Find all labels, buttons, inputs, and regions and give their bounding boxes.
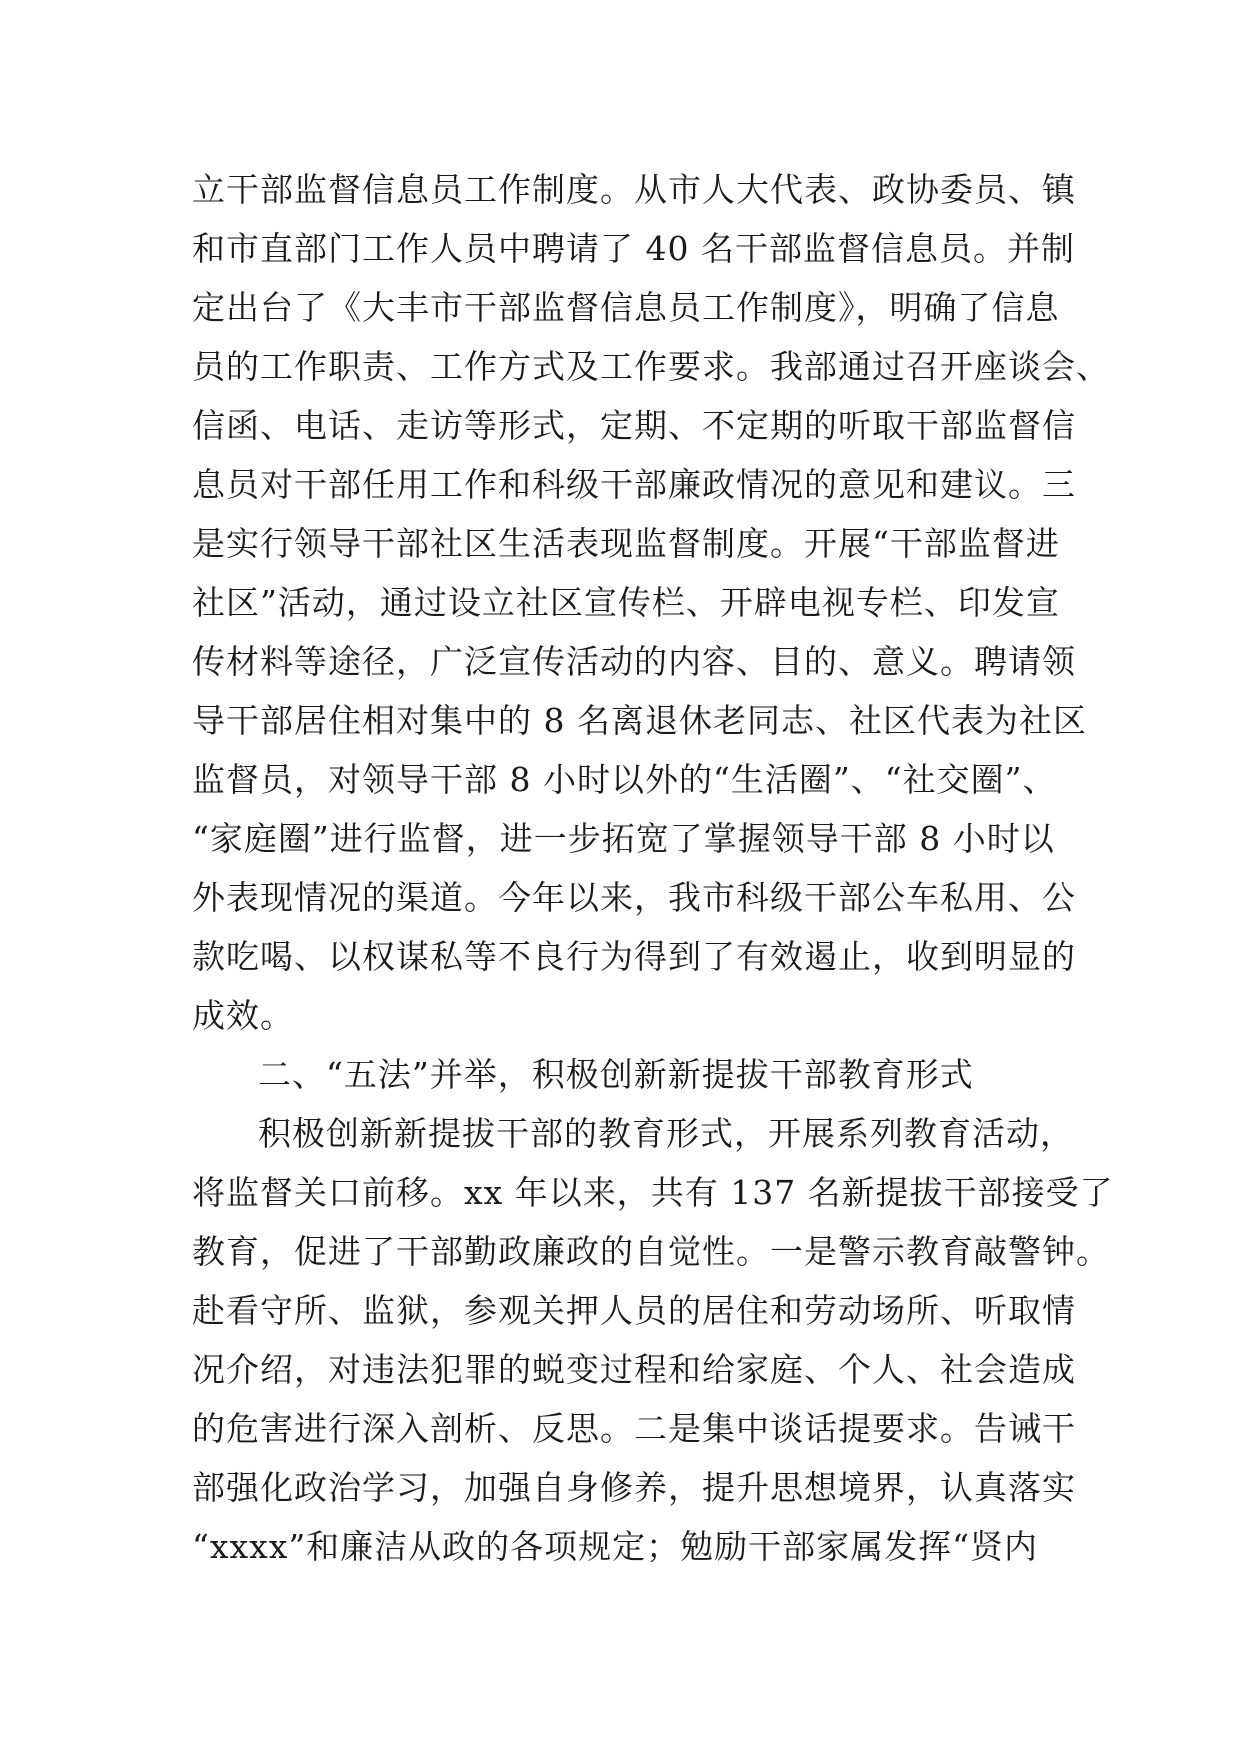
body-line: 息员对干部任用工作和科级干部廉政情况的意见和建议。三 bbox=[192, 465, 1076, 504]
section-heading: 二、“五法”并举，积极创新新提拔干部教育形式 bbox=[258, 1055, 974, 1094]
body-line: 是实行领导干部社区生活表现监督制度。开展“干部监督进 bbox=[192, 524, 1060, 563]
body-line: 赴看守所、监狱，参观关押人员的居住和劳动场所、听取情 bbox=[192, 1291, 1076, 1330]
paragraph-first-line: 积极创新新提拔干部的教育形式，开展系列教育活动， bbox=[258, 1114, 1074, 1153]
body-line: 信函、电话、走访等形式，定期、不定期的听取干部监督信 bbox=[192, 406, 1076, 445]
body-line: 将监督关口前移。xx 年以来，共有 137 名新提拔干部接受了 bbox=[192, 1173, 1114, 1212]
body-line: 传材料等途径，广泛宣传活动的内容、目的、意义。聘请领 bbox=[192, 642, 1076, 681]
body-line: 社区”活动，通过设立社区宣传栏、开辟电视专栏、印发宣 bbox=[192, 583, 1060, 622]
body-line: 导干部居住相对集中的 8 名离退休老同志、社区代表为社区 bbox=[192, 701, 1087, 740]
body-line: 款吃喝、以权谋私等不良行为得到了有效遏止，收到明显的 bbox=[192, 937, 1076, 976]
document-body bbox=[192, 160, 1114, 1576]
body-line: “xxxx”和廉洁从政的各项规定；勉励干部家属发挥“贤内 bbox=[192, 1527, 1039, 1566]
body-line: 和市直部门工作人员中聘请了 40 名干部监督信息员。并制 bbox=[192, 229, 1075, 268]
body-line: 况介绍，对违法犯罪的蜕变过程和给家庭、个人、社会造成 bbox=[192, 1350, 1076, 1389]
body-line: 成效。 bbox=[192, 996, 294, 1035]
body-line: “家庭圈”进行监督，进一步拓宽了掌握领导干部 8 小时以 bbox=[192, 819, 1055, 858]
body-line: 员的工作职责、工作方式及工作要求。我部通过召开座谈会、 bbox=[192, 347, 1110, 386]
body-line: 的危害进行深入剖析、反思。二是集中谈话提要求。告诫干 bbox=[192, 1409, 1076, 1448]
body-line: 教育，促进了干部勤政廉政的自觉性。一是警示教育敲警钟。 bbox=[192, 1232, 1110, 1271]
body-line: 定出台了《大丰市干部监督信息员工作制度》，明确了信息 bbox=[192, 288, 1060, 327]
body-line: 部强化政治学习，加强自身修养，提升思想境界，认真落实 bbox=[192, 1468, 1076, 1507]
body-line: 外表现情况的渠道。今年以来，我市科级干部公车私用、公 bbox=[192, 878, 1076, 917]
body-line: 立干部监督信息员工作制度。从市人大代表、政协委员、镇 bbox=[192, 170, 1076, 209]
body-line: 监督员，对领导干部 8 小时以外的“生活圈”、“社交圈”、 bbox=[192, 760, 1057, 799]
